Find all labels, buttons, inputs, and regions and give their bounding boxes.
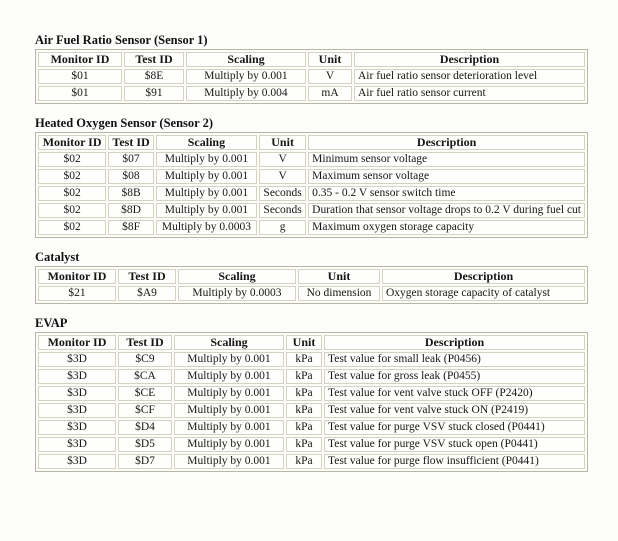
table-cell: $08 [108, 169, 154, 184]
table-cell: kPa [286, 454, 322, 469]
table-cell: Test value for gross leak (P0455) [324, 369, 585, 384]
table-cell: Test value for small leak (P0456) [324, 352, 585, 367]
column-header: Test ID [118, 335, 172, 350]
table-cell: $CF [118, 403, 172, 418]
table-cell: Multiply by 0.0003 [178, 286, 296, 301]
table-cell: Test value for vent valve stuck ON (P2419) [324, 403, 585, 418]
table-cell: Multiply by 0.001 [156, 186, 257, 201]
table-header-row [38, 135, 585, 150]
column-header: Scaling [156, 135, 257, 150]
table-cell: $3D [38, 437, 116, 452]
table-cell: mA [308, 86, 352, 101]
table-ho2s [35, 132, 588, 238]
table-cell: $21 [38, 286, 116, 301]
table-cell: Multiply by 0.001 [174, 352, 284, 367]
table-row [38, 420, 585, 435]
table-cell: $07 [108, 152, 154, 167]
table-row [38, 152, 585, 167]
column-header: Description [354, 52, 585, 67]
section-title: Air Fuel Ratio Sensor (Sensor 1) [35, 33, 208, 47]
column-header: Scaling [174, 335, 284, 350]
table-cell: $02 [38, 186, 106, 201]
table-row [38, 286, 585, 301]
table-row [38, 220, 585, 235]
table-cell: Multiply by 0.001 [156, 203, 257, 218]
table-cell: $CE [118, 386, 172, 401]
table-cell: Test value for purge flow insufficient (P0441) [324, 454, 585, 469]
table-row [38, 86, 585, 101]
section-title: Heated Oxygen Sensor (Sensor 2) [35, 116, 214, 130]
column-header: Unit [308, 52, 352, 67]
table-row [38, 403, 585, 418]
table-cell: $C9 [118, 352, 172, 367]
table-row [38, 69, 585, 84]
table-cell: $3D [38, 403, 116, 418]
column-header: Monitor ID [38, 269, 116, 284]
table-row [38, 386, 585, 401]
table-cell: $3D [38, 454, 116, 469]
table-cell: Test value for purge VSV stuck closed (P0441) [324, 420, 585, 435]
table-cell: Maximum sensor voltage [308, 169, 585, 184]
table-cell: $CA [118, 369, 172, 384]
table-cell: g [259, 220, 306, 235]
section-title: Catalyst [35, 250, 80, 264]
table-cell: V [308, 69, 352, 84]
column-header: Monitor ID [38, 135, 106, 150]
table-cell: $8F [108, 220, 154, 235]
table-cell: V [259, 152, 306, 167]
column-header: Test ID [118, 269, 176, 284]
table-cell: $D7 [118, 454, 172, 469]
table-cell: Seconds [259, 203, 306, 218]
table-cell: Multiply by 0.001 [174, 454, 284, 469]
table-cell: No dimension [298, 286, 380, 301]
table-cell: Seconds [259, 186, 306, 201]
table-cell: $8E [124, 69, 184, 84]
table-cell: $02 [38, 203, 106, 218]
column-header: Monitor ID [38, 335, 116, 350]
column-header: Description [382, 269, 585, 284]
table-cell: Multiply by 0.001 [186, 69, 306, 84]
table-header-row [38, 335, 585, 350]
section-title: EVAP [35, 316, 68, 330]
column-header: Scaling [178, 269, 296, 284]
table-cell: $3D [38, 369, 116, 384]
column-header: Monitor ID [38, 52, 122, 67]
table-row [38, 352, 585, 367]
table-cell: Multiply by 0.001 [174, 369, 284, 384]
table-cell: $91 [124, 86, 184, 101]
section-afr [35, 33, 588, 104]
column-header: Description [324, 335, 585, 350]
table-evap [35, 332, 588, 472]
table-cell: Multiply by 0.004 [186, 86, 306, 101]
column-header: Unit [259, 135, 306, 150]
column-header: Description [308, 135, 585, 150]
table-header-row [38, 269, 585, 284]
table-cell: $8B [108, 186, 154, 201]
table-cell: Air fuel ratio sensor current [354, 86, 585, 101]
table-cell: $01 [38, 69, 122, 84]
table-cell: kPa [286, 369, 322, 384]
table-cell: $3D [38, 420, 116, 435]
table-cell: 0.35 - 0.2 V sensor switch time [308, 186, 585, 201]
table-cell: $3D [38, 352, 116, 367]
table-cell: Multiply by 0.001 [174, 386, 284, 401]
column-header: Unit [298, 269, 380, 284]
table-cell: Air fuel ratio sensor deterioration level [354, 69, 585, 84]
section-evap [35, 316, 588, 472]
table-cell: kPa [286, 352, 322, 367]
section-ho2s [35, 116, 588, 238]
table-cell: $01 [38, 86, 122, 101]
table-row [38, 454, 585, 469]
table-cell: Multiply by 0.001 [174, 437, 284, 452]
table-cell: Test value for vent valve stuck OFF (P2420) [324, 386, 585, 401]
table-cell: $D5 [118, 437, 172, 452]
table-cell: Multiply by 0.001 [156, 152, 257, 167]
table-cell: kPa [286, 420, 322, 435]
table-row [38, 169, 585, 184]
table-cell: Multiply by 0.0003 [156, 220, 257, 235]
table-cell: Multiply by 0.001 [174, 403, 284, 418]
table-cell: kPa [286, 386, 322, 401]
table-cell: Multiply by 0.001 [156, 169, 257, 184]
table-row [38, 186, 585, 201]
table-row [38, 437, 585, 452]
table-catalyst [35, 266, 588, 304]
table-cell: V [259, 169, 306, 184]
table-row [38, 369, 585, 384]
table-cell: $8D [108, 203, 154, 218]
section-catalyst [35, 250, 588, 304]
table-cell: Multiply by 0.001 [174, 420, 284, 435]
column-header: Scaling [186, 52, 306, 67]
table-row [38, 203, 585, 218]
table-header-row [38, 52, 585, 67]
column-header: Test ID [124, 52, 184, 67]
table-cell: Test value for purge VSV stuck open (P0441) [324, 437, 585, 452]
table-afr [35, 49, 588, 104]
table-cell: $02 [38, 220, 106, 235]
column-header: Test ID [108, 135, 154, 150]
table-cell: $02 [38, 152, 106, 167]
column-header: Unit [286, 335, 322, 350]
table-cell: $A9 [118, 286, 176, 301]
table-cell: kPa [286, 437, 322, 452]
table-cell: Maximum oxygen storage capacity [308, 220, 585, 235]
table-cell: $D4 [118, 420, 172, 435]
table-cell: kPa [286, 403, 322, 418]
table-cell: Minimum sensor voltage [308, 152, 585, 167]
table-cell: $02 [38, 169, 106, 184]
table-cell: Oxygen storage capacity of catalyst [382, 286, 585, 301]
table-cell: Duration that sensor voltage drops to 0.2 V during fuel cut [308, 203, 585, 218]
table-cell: $3D [38, 386, 116, 401]
